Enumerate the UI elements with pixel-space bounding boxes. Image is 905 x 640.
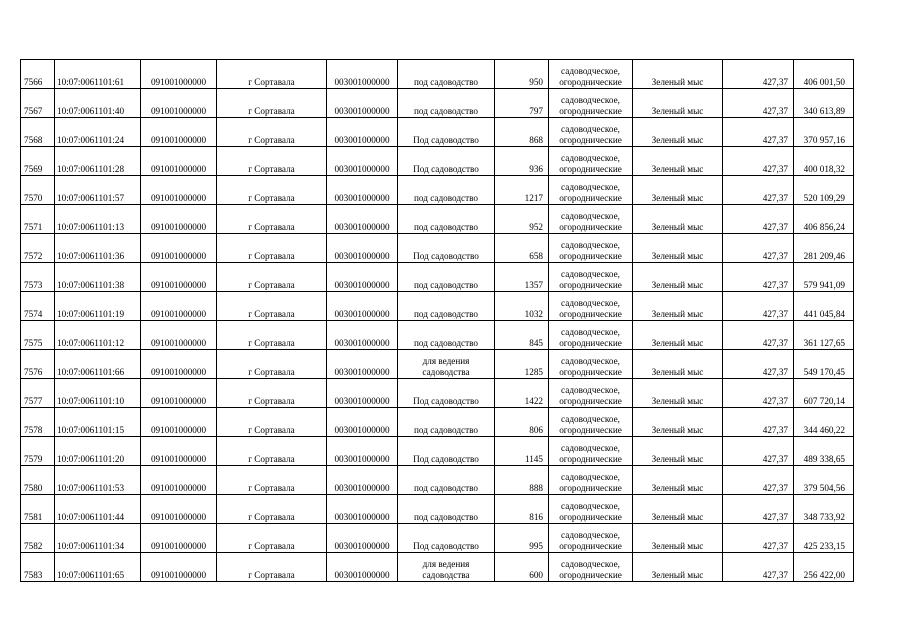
cell-location: Зеленый мыс <box>633 408 723 437</box>
cell-cadastral-value: 579 941,09 <box>794 263 854 292</box>
cell-area: 1032 <box>495 292 549 321</box>
cell-settlement-name: г Сортавала <box>217 466 327 495</box>
cell-district-code: 003001000000 <box>327 408 398 437</box>
table-row <box>21 524 854 553</box>
cell-oktmo-code: 091001000000 <box>141 437 217 466</box>
table-row <box>21 234 854 263</box>
cell-land-use: под садоводство <box>398 60 495 89</box>
cell-row-number: 7580 <box>21 466 55 495</box>
cell-row-number: 7582 <box>21 524 55 553</box>
cell-land-use: под садоводство <box>398 292 495 321</box>
cell-cadastral-value: 441 045,84 <box>794 292 854 321</box>
cell-cadastral-value: 489 338,65 <box>794 437 854 466</box>
cell-specific-value: 427,37 <box>723 263 794 292</box>
cell-specific-value: 427,37 <box>723 205 794 234</box>
cell-category: садоводческое, огороднические <box>549 176 633 205</box>
cell-cadastral-value: 340 613,89 <box>794 89 854 118</box>
cell-area: 797 <box>495 89 549 118</box>
table-body <box>21 60 854 582</box>
table-row <box>21 495 854 524</box>
cell-specific-value: 427,37 <box>723 553 794 582</box>
table-row <box>21 263 854 292</box>
cell-district-code: 003001000000 <box>327 147 398 176</box>
cell-cadastral-number: 10:07:0061101:19 <box>55 292 141 321</box>
cell-category: садоводческое, огороднические <box>549 553 633 582</box>
cell-settlement-name: г Сортавала <box>217 147 327 176</box>
cell-cadastral-number: 10:07:0061101:65 <box>55 553 141 582</box>
table-row <box>21 176 854 205</box>
cell-cadastral-value: 425 233,15 <box>794 524 854 553</box>
cell-location: Зеленый мыс <box>633 118 723 147</box>
cell-specific-value: 427,37 <box>723 234 794 263</box>
cell-cadastral-value: 281 209,46 <box>794 234 854 263</box>
cell-district-code: 003001000000 <box>327 263 398 292</box>
cell-area: 658 <box>495 234 549 263</box>
cell-oktmo-code: 091001000000 <box>141 379 217 408</box>
cell-area: 1422 <box>495 379 549 408</box>
cell-district-code: 003001000000 <box>327 89 398 118</box>
cell-location: Зеленый мыс <box>633 437 723 466</box>
cell-land-use: под садоводство <box>398 176 495 205</box>
cell-land-use: под садоводство <box>398 408 495 437</box>
cell-area: 995 <box>495 524 549 553</box>
cell-category: садоводческое, огороднические <box>549 524 633 553</box>
cell-category: садоводческое, огороднические <box>549 408 633 437</box>
cell-area: 1145 <box>495 437 549 466</box>
cell-specific-value: 427,37 <box>723 147 794 176</box>
table-row <box>21 321 854 350</box>
cell-settlement-name: г Сортавала <box>217 408 327 437</box>
cell-cadastral-number: 10:07:0061101:12 <box>55 321 141 350</box>
cell-category: садоводческое, огороднические <box>549 89 633 118</box>
cell-cadastral-number: 10:07:0061101:10 <box>55 379 141 408</box>
cell-settlement-name: г Сортавала <box>217 118 327 147</box>
cell-category: садоводческое, огороднические <box>549 466 633 495</box>
cell-land-use: Под садоводство <box>398 147 495 176</box>
cell-district-code: 003001000000 <box>327 466 398 495</box>
cell-settlement-name: г Сортавала <box>217 205 327 234</box>
cell-location: Зеленый мыс <box>633 495 723 524</box>
table-row <box>21 89 854 118</box>
cell-row-number: 7579 <box>21 437 55 466</box>
cell-cadastral-value: 607 720,14 <box>794 379 854 408</box>
cell-cadastral-number: 10:07:0061101:13 <box>55 205 141 234</box>
cell-oktmo-code: 091001000000 <box>141 553 217 582</box>
cell-specific-value: 427,37 <box>723 524 794 553</box>
cell-oktmo-code: 091001000000 <box>141 408 217 437</box>
table-row <box>21 292 854 321</box>
cell-settlement-name: г Сортавала <box>217 292 327 321</box>
cell-land-use: под садоводство <box>398 495 495 524</box>
table-row <box>21 205 854 234</box>
cell-district-code: 003001000000 <box>327 118 398 147</box>
cell-area: 806 <box>495 408 549 437</box>
cell-cadastral-value: 400 018,32 <box>794 147 854 176</box>
cell-oktmo-code: 091001000000 <box>141 147 217 176</box>
table-row <box>21 60 854 89</box>
cell-location: Зеленый мыс <box>633 176 723 205</box>
cell-category: садоводческое, огороднические <box>549 263 633 292</box>
cell-specific-value: 427,37 <box>723 89 794 118</box>
cell-location: Зеленый мыс <box>633 553 723 582</box>
cell-specific-value: 427,37 <box>723 118 794 147</box>
cell-oktmo-code: 091001000000 <box>141 118 217 147</box>
cell-cadastral-value: 361 127,65 <box>794 321 854 350</box>
cell-area: 952 <box>495 205 549 234</box>
cell-specific-value: 427,37 <box>723 437 794 466</box>
cell-oktmo-code: 091001000000 <box>141 495 217 524</box>
cell-land-use: под садоводство <box>398 466 495 495</box>
cell-district-code: 003001000000 <box>327 292 398 321</box>
cell-location: Зеленый мыс <box>633 524 723 553</box>
cell-land-use: Под садоводство <box>398 118 495 147</box>
cell-specific-value: 427,37 <box>723 495 794 524</box>
cell-cadastral-number: 10:07:0061101:57 <box>55 176 141 205</box>
cell-cadastral-value: 348 733,92 <box>794 495 854 524</box>
cell-land-use: под садоводство <box>398 89 495 118</box>
cell-location: Зеленый мыс <box>633 89 723 118</box>
cell-district-code: 003001000000 <box>327 205 398 234</box>
cell-specific-value: 427,37 <box>723 176 794 205</box>
cell-category: садоводческое, огороднические <box>549 495 633 524</box>
cell-settlement-name: г Сортавала <box>217 263 327 292</box>
cell-area: 1285 <box>495 350 549 379</box>
cell-row-number: 7583 <box>21 553 55 582</box>
cell-land-use: для ведения садоводства <box>398 553 495 582</box>
cell-cadastral-number: 10:07:0061101:28 <box>55 147 141 176</box>
cell-settlement-name: г Сортавала <box>217 495 327 524</box>
cell-specific-value: 427,37 <box>723 60 794 89</box>
cell-land-use: Под садоводство <box>398 234 495 263</box>
cell-settlement-name: г Сортавала <box>217 321 327 350</box>
cell-land-use: для ведения садоводства <box>398 350 495 379</box>
cell-oktmo-code: 091001000000 <box>141 466 217 495</box>
cell-cadastral-value: 344 460,22 <box>794 408 854 437</box>
cell-district-code: 003001000000 <box>327 495 398 524</box>
cell-cadastral-number: 10:07:0061101:66 <box>55 350 141 379</box>
cell-oktmo-code: 091001000000 <box>141 321 217 350</box>
cell-category: садоводческое, огороднические <box>549 234 633 263</box>
cell-cadastral-number: 10:07:0061101:61 <box>55 60 141 89</box>
cell-row-number: 7567 <box>21 89 55 118</box>
cell-area: 868 <box>495 118 549 147</box>
cell-area: 888 <box>495 466 549 495</box>
cell-category: садоводческое, огороднические <box>549 350 633 379</box>
cell-cadastral-number: 10:07:0061101:34 <box>55 524 141 553</box>
cell-cadastral-value: 379 504,56 <box>794 466 854 495</box>
cell-district-code: 003001000000 <box>327 350 398 379</box>
cell-location: Зеленый мыс <box>633 379 723 408</box>
cell-land-use: Под садоводство <box>398 437 495 466</box>
cell-cadastral-value: 406 001,50 <box>794 60 854 89</box>
cell-location: Зеленый мыс <box>633 60 723 89</box>
cell-row-number: 7572 <box>21 234 55 263</box>
cell-settlement-name: г Сортавала <box>217 60 327 89</box>
cell-row-number: 7577 <box>21 379 55 408</box>
cell-district-code: 003001000000 <box>327 379 398 408</box>
cell-district-code: 003001000000 <box>327 321 398 350</box>
cell-land-use: Под садоводство <box>398 379 495 408</box>
cell-district-code: 003001000000 <box>327 437 398 466</box>
cell-row-number: 7573 <box>21 263 55 292</box>
cell-cadastral-number: 10:07:0061101:36 <box>55 234 141 263</box>
cell-settlement-name: г Сортавала <box>217 524 327 553</box>
cell-land-use: под садоводство <box>398 205 495 234</box>
cell-area: 950 <box>495 60 549 89</box>
cell-row-number: 7568 <box>21 118 55 147</box>
cell-land-use: Под садоводство <box>398 524 495 553</box>
cell-location: Зеленый мыс <box>633 263 723 292</box>
cell-oktmo-code: 091001000000 <box>141 524 217 553</box>
cell-category: садоводческое, огороднические <box>549 437 633 466</box>
cell-specific-value: 427,37 <box>723 408 794 437</box>
table-row <box>21 408 854 437</box>
cell-row-number: 7575 <box>21 321 55 350</box>
cell-specific-value: 427,37 <box>723 292 794 321</box>
cell-land-use: под садоводство <box>398 263 495 292</box>
table-row <box>21 350 854 379</box>
cell-row-number: 7574 <box>21 292 55 321</box>
cell-cadastral-number: 10:07:0061101:53 <box>55 466 141 495</box>
land-register-table <box>20 59 854 582</box>
table-row <box>21 466 854 495</box>
cell-specific-value: 427,37 <box>723 379 794 408</box>
cell-category: садоводческое, огороднические <box>549 205 633 234</box>
table-row <box>21 553 854 582</box>
table-row <box>21 379 854 408</box>
cell-cadastral-number: 10:07:0061101:20 <box>55 437 141 466</box>
cell-oktmo-code: 091001000000 <box>141 263 217 292</box>
cell-cadastral-value: 406 856,24 <box>794 205 854 234</box>
cell-row-number: 7566 <box>21 60 55 89</box>
cell-settlement-name: г Сортавала <box>217 553 327 582</box>
cell-specific-value: 427,37 <box>723 350 794 379</box>
cell-district-code: 003001000000 <box>327 176 398 205</box>
cell-district-code: 003001000000 <box>327 524 398 553</box>
cell-district-code: 003001000000 <box>327 234 398 263</box>
cell-area: 600 <box>495 553 549 582</box>
cell-oktmo-code: 091001000000 <box>141 205 217 234</box>
cell-category: садоводческое, огороднические <box>549 60 633 89</box>
cell-cadastral-number: 10:07:0061101:15 <box>55 408 141 437</box>
cell-location: Зеленый мыс <box>633 466 723 495</box>
cell-area: 936 <box>495 147 549 176</box>
cell-row-number: 7571 <box>21 205 55 234</box>
cell-category: садоводческое, огороднические <box>549 118 633 147</box>
cell-cadastral-number: 10:07:0061101:40 <box>55 89 141 118</box>
cell-cadastral-number: 10:07:0061101:24 <box>55 118 141 147</box>
cell-category: садоводческое, огороднические <box>549 379 633 408</box>
cell-location: Зеленый мыс <box>633 321 723 350</box>
cell-settlement-name: г Сортавала <box>217 350 327 379</box>
cell-specific-value: 427,37 <box>723 466 794 495</box>
cell-row-number: 7570 <box>21 176 55 205</box>
cell-row-number: 7581 <box>21 495 55 524</box>
cell-oktmo-code: 091001000000 <box>141 234 217 263</box>
cell-location: Зеленый мыс <box>633 205 723 234</box>
cell-settlement-name: г Сортавала <box>217 234 327 263</box>
cell-district-code: 003001000000 <box>327 553 398 582</box>
cell-cadastral-value: 256 422,00 <box>794 553 854 582</box>
cell-cadastral-value: 520 109,29 <box>794 176 854 205</box>
cell-category: садоводческое, огороднические <box>549 292 633 321</box>
cell-area: 1357 <box>495 263 549 292</box>
cell-oktmo-code: 091001000000 <box>141 60 217 89</box>
cell-location: Зеленый мыс <box>633 234 723 263</box>
cell-area: 1217 <box>495 176 549 205</box>
cell-row-number: 7569 <box>21 147 55 176</box>
cell-location: Зеленый мыс <box>633 350 723 379</box>
cell-location: Зеленый мыс <box>633 292 723 321</box>
cell-oktmo-code: 091001000000 <box>141 176 217 205</box>
cell-settlement-name: г Сортавала <box>217 176 327 205</box>
cell-cadastral-number: 10:07:0061101:38 <box>55 263 141 292</box>
cell-area: 845 <box>495 321 549 350</box>
cell-oktmo-code: 091001000000 <box>141 292 217 321</box>
cell-settlement-name: г Сортавала <box>217 379 327 408</box>
cell-category: садоводческое, огороднические <box>549 321 633 350</box>
table-row <box>21 147 854 176</box>
cell-settlement-name: г Сортавала <box>217 437 327 466</box>
cell-district-code: 003001000000 <box>327 60 398 89</box>
cell-settlement-name: г Сортавала <box>217 89 327 118</box>
cell-oktmo-code: 091001000000 <box>141 89 217 118</box>
cell-row-number: 7578 <box>21 408 55 437</box>
cell-cadastral-value: 549 170,45 <box>794 350 854 379</box>
cell-area: 816 <box>495 495 549 524</box>
cell-oktmo-code: 091001000000 <box>141 350 217 379</box>
cell-cadastral-value: 370 957,16 <box>794 118 854 147</box>
cell-land-use: под садоводство <box>398 321 495 350</box>
cell-category: садоводческое, огороднические <box>549 147 633 176</box>
cell-cadastral-number: 10:07:0061101:44 <box>55 495 141 524</box>
cell-location: Зеленый мыс <box>633 147 723 176</box>
table-row <box>21 437 854 466</box>
cell-row-number: 7576 <box>21 350 55 379</box>
table-row <box>21 118 854 147</box>
cell-specific-value: 427,37 <box>723 321 794 350</box>
